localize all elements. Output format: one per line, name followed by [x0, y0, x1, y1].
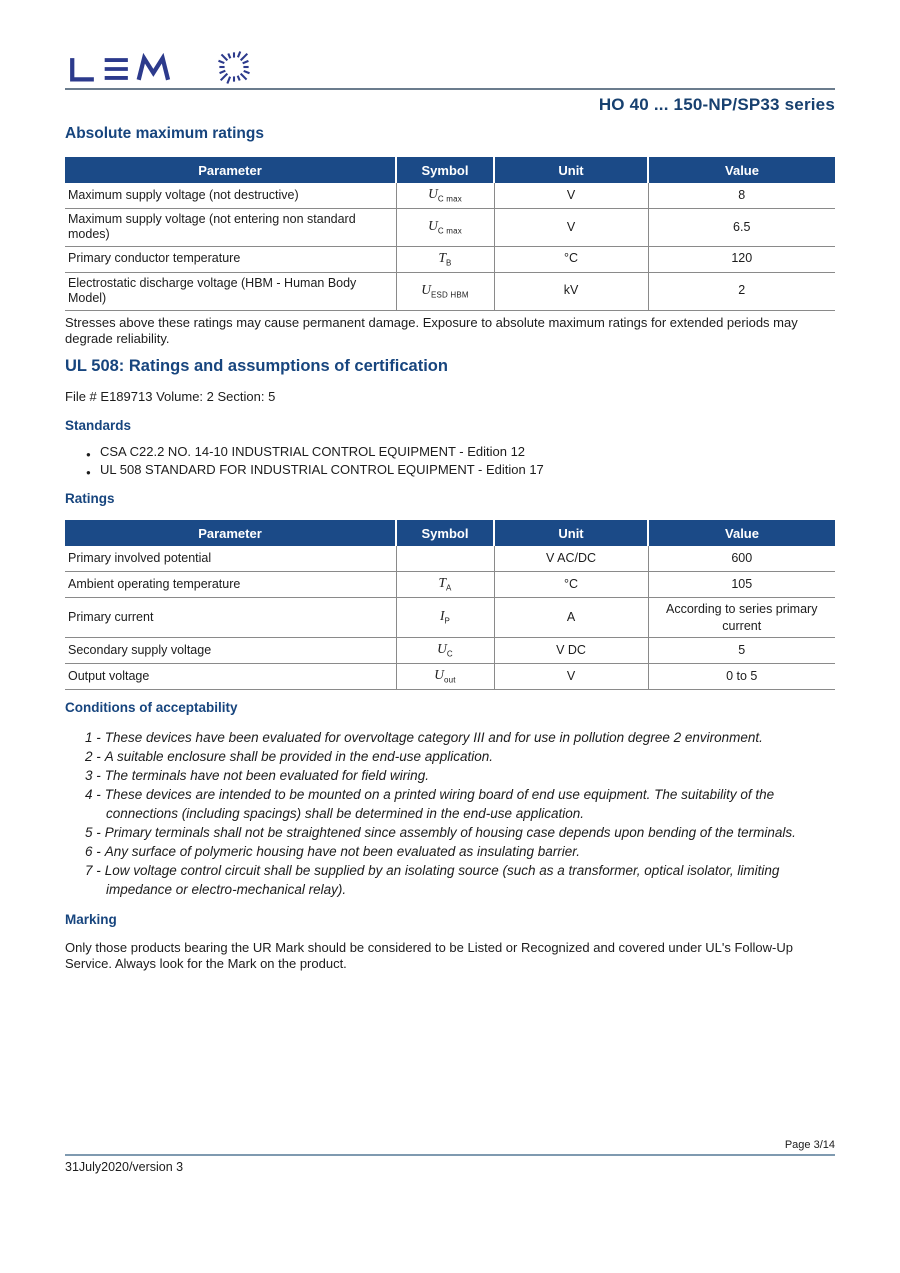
cell-value: 105 [648, 571, 835, 597]
cell-parameter: Maximum supply voltage (not destructive) [65, 183, 396, 208]
cell-symbol: $U_{C max}$ [396, 183, 494, 208]
lem-logo [65, 52, 183, 86]
col-header-value: Value [648, 520, 835, 546]
condition-item: 4 - These devices are intended to be mounted on a printed wiring board of end use equipment. The suitability of the connections (including spacings) shall be determined in the end-use application. [85, 786, 775, 821]
cell-unit: °C [494, 246, 648, 272]
table-row [65, 571, 835, 597]
starburst-icon [211, 44, 257, 90]
series-title: HO 40 ... 150-NP/SP33 series [598, 95, 835, 114]
table-row [65, 183, 835, 208]
table-row [65, 664, 835, 690]
col-header-parameter: Parameter [65, 520, 396, 546]
cell-value: 600 [648, 546, 835, 571]
condition-item: 3 - The terminals have not been evaluated for field wiring. [85, 767, 429, 783]
cell-parameter: Primary current [65, 597, 396, 638]
page-number: Page 3/14 [784, 1139, 835, 1151]
page-footer [65, 1139, 835, 1174]
ul508-file-line: File # E189713 Volume: 2 Section: 5 [65, 389, 276, 405]
cell-symbol: $U_C$ [396, 638, 494, 664]
table-header-row [65, 157, 835, 183]
col-header-unit: Unit [494, 520, 648, 546]
table-header-row [65, 520, 835, 546]
ratings-title: Ratings [65, 491, 115, 507]
cell-unit: kV [494, 272, 648, 310]
abs-max-title: Absolute maximum ratings [65, 125, 264, 142]
table-row [65, 638, 835, 664]
cell-value: 8 [648, 183, 835, 208]
cell-parameter: Output voltage [65, 664, 396, 690]
col-header-unit: Unit [494, 157, 648, 183]
cell-unit: V [494, 183, 648, 208]
cell-symbol: $U_{C max}$ [396, 208, 494, 246]
cell-unit: V DC [494, 638, 648, 664]
cell-symbol: $U_{out}$ [396, 664, 494, 690]
conditions-title: Conditions of acceptability [65, 699, 238, 715]
marking-title: Marking [65, 911, 117, 927]
table-row [65, 208, 835, 246]
standards-list [65, 443, 835, 479]
cell-unit: V [494, 208, 648, 246]
ul508-title: UL 508: Ratings and assumptions of certification [65, 357, 448, 376]
list-item: ● UL 508 STANDARD FOR INDUSTRIAL CONTROL EQUIPMENT - Edition 17 [65, 461, 835, 479]
cell-unit: °C [494, 571, 648, 597]
cell-value: 120 [648, 246, 835, 272]
header-logo-row [65, 40, 835, 88]
col-header-parameter: Parameter [65, 157, 396, 183]
col-header-symbol: Symbol [396, 157, 494, 183]
ratings-table [65, 520, 835, 689]
cell-unit: A [494, 597, 648, 638]
marking-text: Only those products bearing the UR Mark should be considered to be Listed or Recognized and covered under UL's Follow-Up Service. Always look for the Mark on the product. [65, 939, 793, 971]
cell-value: According to series primary current [648, 597, 835, 638]
cell-unit: V AC/DC [494, 546, 648, 571]
cell-unit: V [494, 664, 648, 690]
cell-symbol: $U_{ESD HBM}$ [396, 272, 494, 310]
conditions-list [65, 728, 835, 899]
cell-parameter: Primary involved potential [65, 546, 396, 571]
cell-parameter: Electrostatic discharge voltage (HBM - Human Body Model) [65, 272, 396, 310]
cell-parameter: Maximum supply voltage (not entering non standard modes) [65, 208, 396, 246]
cell-value: 5 [648, 638, 835, 664]
abs-max-note: Stresses above these ratings may cause permanent damage. Exposure to absolute maximum ratings for extended periods may degrade reliability. [65, 314, 798, 346]
col-header-symbol: Symbol [396, 520, 494, 546]
table-row [65, 597, 835, 638]
cell-symbol: $I_P$ [396, 597, 494, 638]
cell-parameter: Ambient operating temperature [65, 571, 396, 597]
cell-value: 2 [648, 272, 835, 310]
standards-title: Standards [65, 418, 132, 434]
condition-item: 2 - A suitable enclosure shall be provided in the end-use application. [85, 748, 494, 764]
cell-value: 6.5 [648, 208, 835, 246]
condition-item: 1 - These devices have been evaluated for overvoltage category III and for use in pollution degree 2 environment. [85, 729, 763, 745]
header-rule [65, 88, 835, 90]
abs-max-table [65, 157, 835, 311]
footer-rule [65, 1154, 835, 1156]
cell-symbol: $T_A$ [396, 571, 494, 597]
cell-parameter: Secondary supply voltage [65, 638, 396, 664]
table-row [65, 246, 835, 272]
cell-symbol [396, 546, 494, 571]
cell-parameter: Primary conductor temperature [65, 246, 396, 272]
col-header-value: Value [648, 157, 835, 183]
table-row [65, 272, 835, 310]
condition-item: 6 - Any surface of polymeric housing have not been evaluated as insulating barrier. [85, 843, 581, 859]
cell-symbol: $T_B$ [396, 246, 494, 272]
table-row [65, 546, 835, 571]
condition-item: 5 - Primary terminals shall not be straightened since assembly of housing case depends upon bending of the terminals. [85, 824, 796, 840]
list-item: ● CSA C22.2 NO. 14-10 INDUSTRIAL CONTROL EQUIPMENT - Edition 12 [65, 443, 835, 461]
cell-value: 0 to 5 [648, 664, 835, 690]
version-label: 31July2020/version 3 [65, 1160, 184, 1174]
condition-item: 7 - Low voltage control circuit shall be supplied by an isolating source (such as a transformer, optical isolator, limiting impedance or electro-mechanical relay). [85, 862, 780, 897]
